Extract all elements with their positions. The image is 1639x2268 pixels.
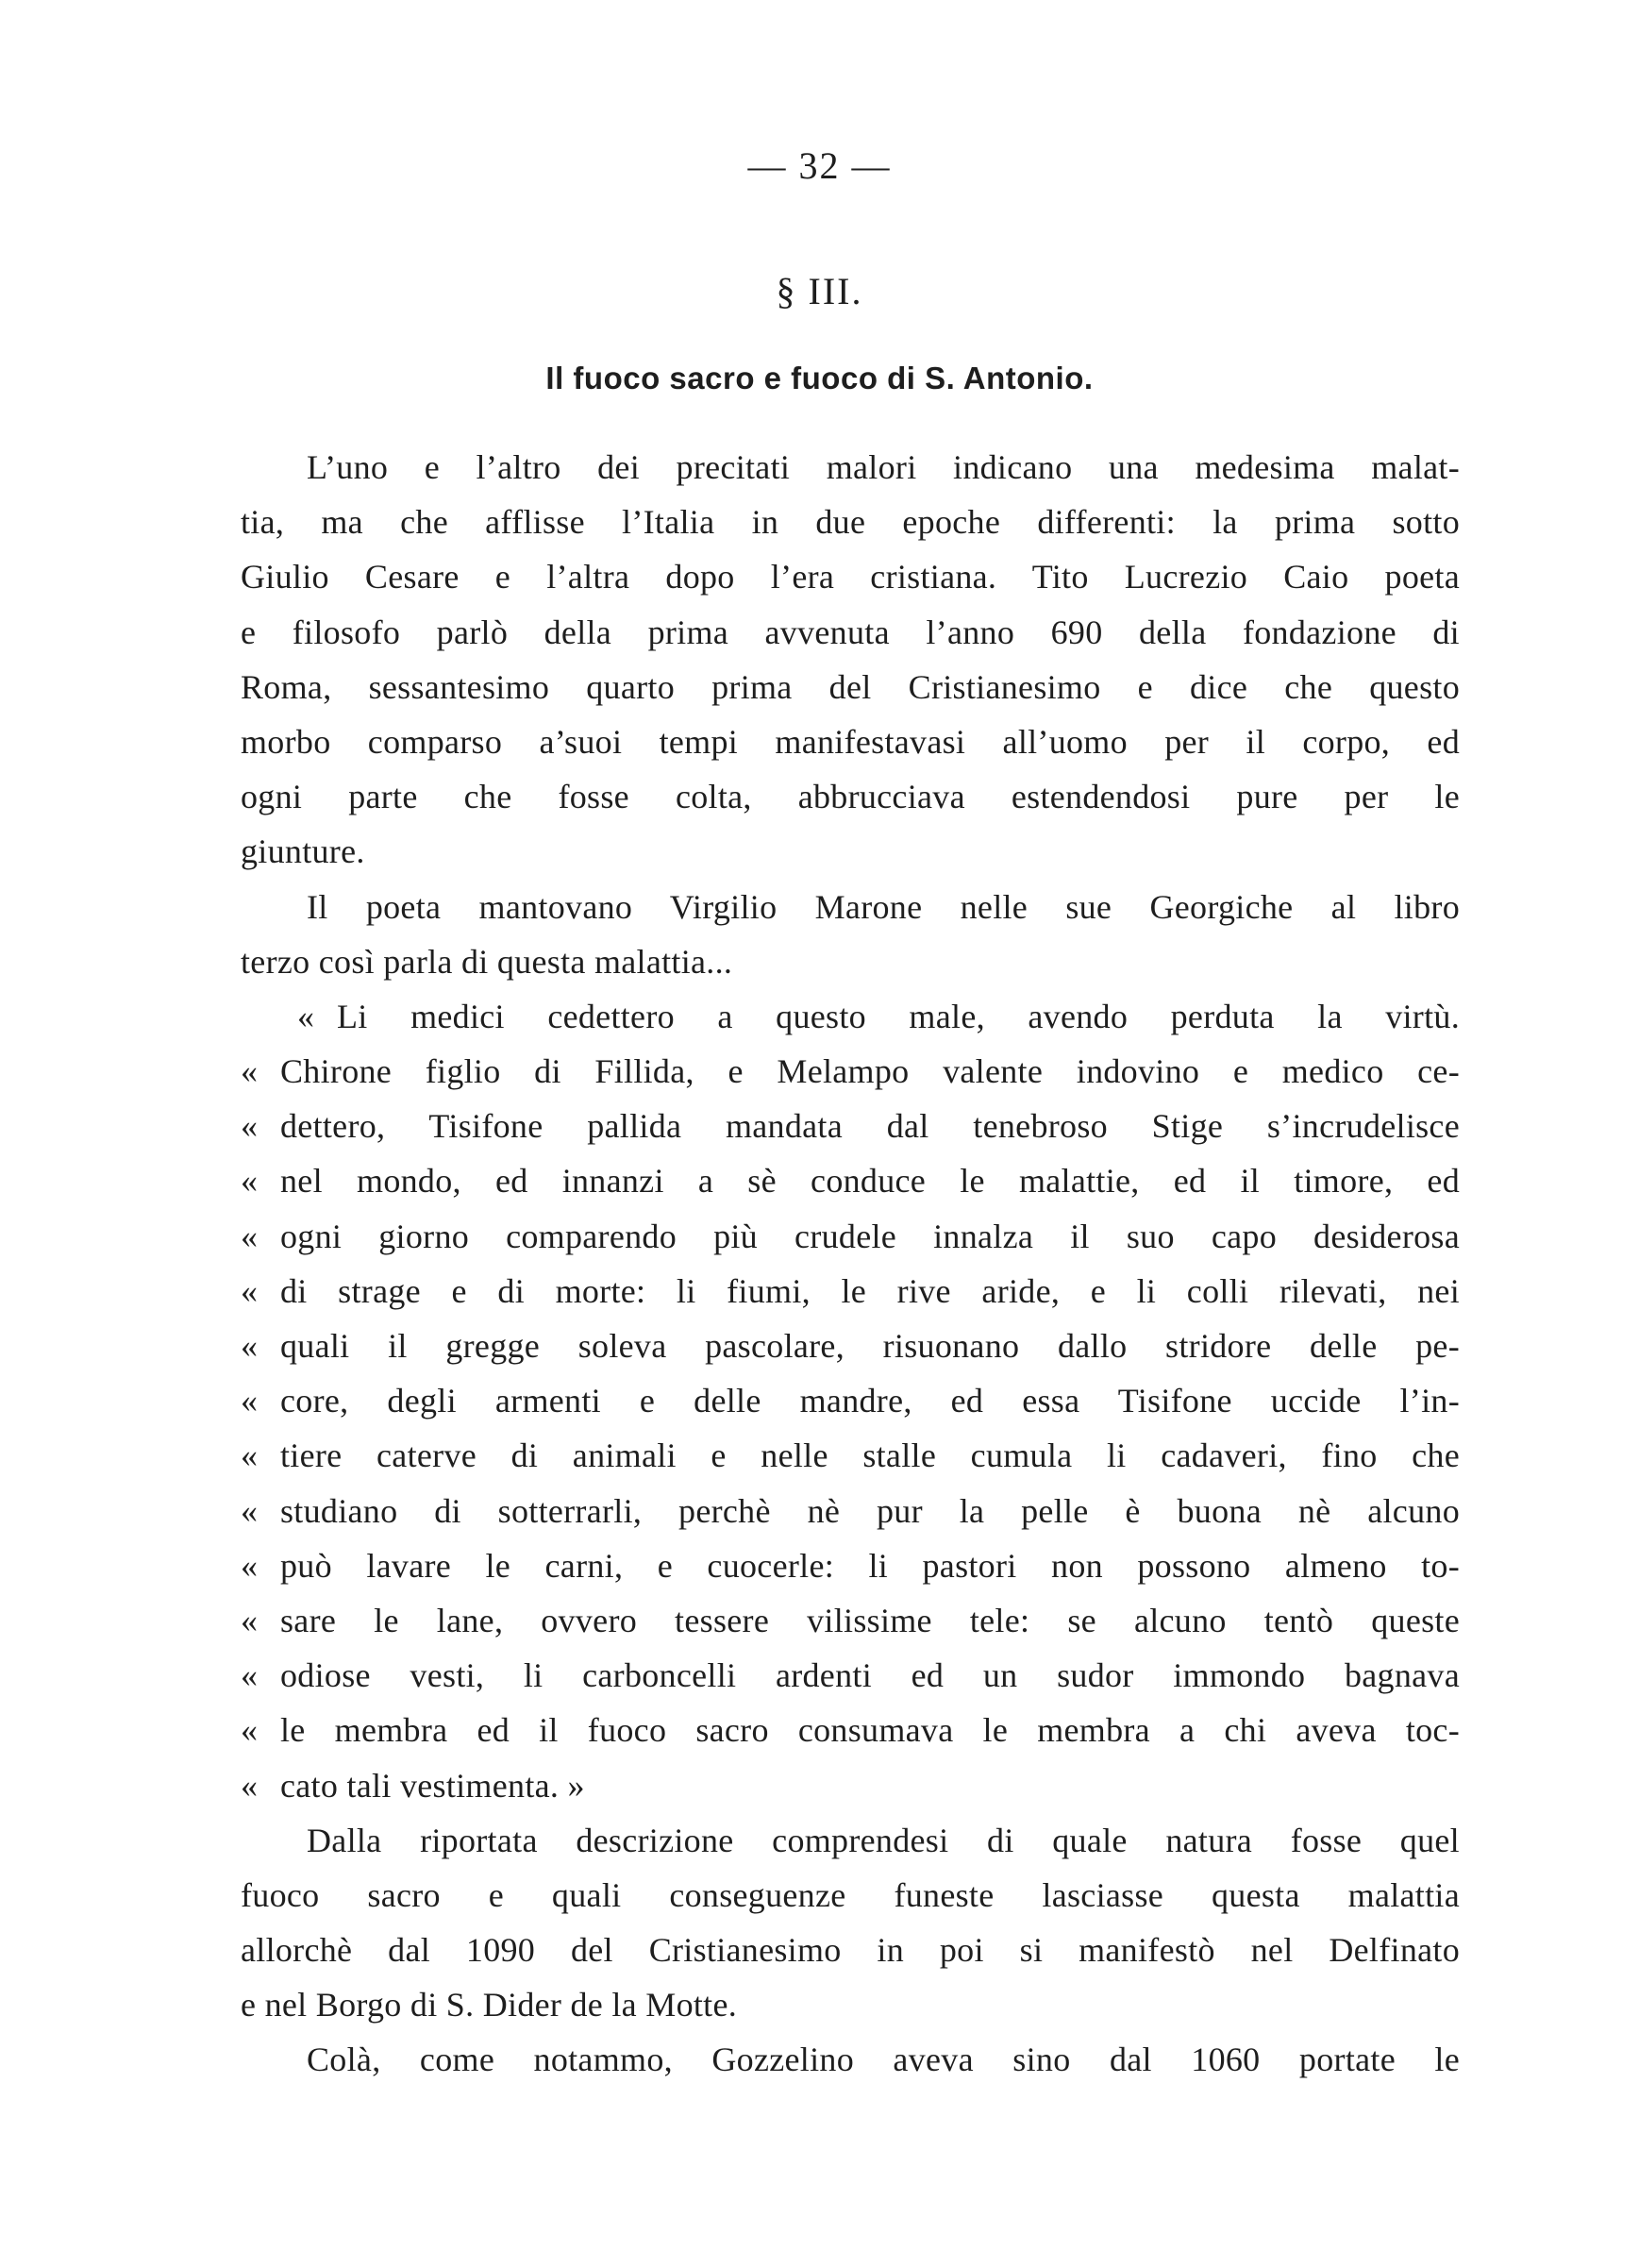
text-line	[241, 1977, 1460, 2032]
line-text: ogni parte che fosse colta, abbrucciava estendendosi pure per le	[241, 778, 1460, 816]
line-text: Colà, come notammo, Gozzelino aveva sino dal 1060 portate le	[307, 2041, 1460, 2079]
line-text: Giulio Cesare e l’altra dopo l’era cristiana. Tito Lucrezio Caio poeta	[241, 558, 1460, 596]
line-text: Li medici cedettero a questo male, avendo perduta la virtù.	[337, 997, 1460, 1035]
text-line	[241, 769, 1460, 824]
line-text: giunture.	[241, 832, 365, 871]
text-line	[241, 1703, 1460, 1757]
text-line	[241, 1593, 1460, 1648]
text-line	[241, 1153, 1460, 1208]
text-line	[241, 660, 1460, 714]
line-text: cato tali vestimenta. »	[280, 1766, 585, 1805]
line-text: e filosofo parlò della prima avvenuta l’anno 690 della fondazione di	[241, 613, 1460, 651]
text-line	[241, 605, 1460, 660]
text-line	[241, 714, 1460, 769]
line-text: e nel Borgo di S. Dider de la Motte.	[241, 1986, 738, 2024]
line-text: può lavare le carni, e cuocerle: li pastori non possono almeno to-	[280, 1546, 1460, 1585]
text-line	[241, 495, 1460, 549]
text-line	[241, 1923, 1460, 1977]
text-line	[241, 440, 1460, 495]
text-line	[241, 1758, 1460, 1813]
quote-mark: «	[241, 1436, 259, 1475]
line-text: dettero, Tisifone pallida mandata dal tenebroso Stige s’incrudelisce	[280, 1107, 1460, 1146]
line-text: sare le lane, ovvero tessere vilissime tele: se alcuno tentò queste	[280, 1601, 1460, 1639]
quote-mark: «	[241, 1107, 259, 1146]
text-line	[241, 880, 1460, 934]
line-text: nel mondo, ed innanzi a sè conduce le malattie, ed il timore, ed	[280, 1162, 1460, 1201]
line-text: terzo così parla di questa malattia...	[241, 942, 733, 981]
quote-mark: «	[241, 1601, 259, 1639]
text-line	[241, 989, 1460, 1044]
text-line	[241, 1373, 1460, 1428]
quote-mark: «	[241, 1491, 259, 1530]
line-text: Il poeta mantovano Virgilio Marone nelle sue Georgiche al libro	[307, 887, 1460, 926]
text-line	[241, 1868, 1460, 1923]
text-line	[241, 934, 1460, 989]
text-line	[241, 1319, 1460, 1373]
text-line	[241, 1209, 1460, 1264]
line-text: studiano di sotterrarli, perchè nè pur la pelle è buona nè alcuno	[280, 1491, 1460, 1530]
quote-mark: «	[241, 1162, 259, 1201]
line-text: tiere caterve di animali e nelle stalle cumula li cadaveri, fino che	[280, 1436, 1460, 1475]
quote-mark: «	[241, 1052, 259, 1091]
text-line	[241, 1264, 1460, 1319]
line-text: fuoco sacro e quali conseguenze funeste lasciasse questa malattia	[241, 1875, 1460, 1914]
text-line	[241, 1813, 1460, 1868]
text-line	[241, 1484, 1460, 1538]
text-line	[241, 1044, 1460, 1099]
quote-mark: «	[241, 1766, 259, 1805]
line-text: le membra ed il fuoco sacro consumava le membra a chi aveva toc-	[280, 1711, 1460, 1750]
quote-mark: «	[241, 1217, 259, 1255]
line-text: allorchè dal 1090 del Cristianesimo in poi si manifestò nel Delfinato	[241, 1931, 1460, 1970]
line-text: quali il gregge soleva pascolare, risuonano dallo stridore delle pe-	[280, 1327, 1460, 1365]
line-text: ogni giorno comparendo più crudele innalza il suo capo desiderosa	[280, 1217, 1460, 1255]
line-text: core, degli armenti e delle mandre, ed essa Tisifone uccide l’in-	[280, 1382, 1460, 1420]
line-text: odiose vesti, li carboncelli ardenti ed un sudor immondo bagnava	[280, 1656, 1460, 1695]
line-text: di strage e di morte: li fiumi, le rive aride, e li colli rilevati, nei	[280, 1271, 1460, 1310]
quote-mark: «	[241, 1656, 259, 1695]
section-mark: § III.	[776, 270, 863, 312]
line-text: Chirone figlio di Fillida, e Melampo valente indovino e medico ce-	[280, 1052, 1460, 1091]
quote-mark: «	[241, 1271, 259, 1310]
line-text: Roma, sessantesimo quarto prima del Cristianesimo e dice che questo	[241, 667, 1460, 706]
quote-mark: «	[297, 997, 315, 1035]
text-line	[241, 1428, 1460, 1483]
quote-mark: «	[241, 1382, 259, 1420]
line-text: tia, ma che afflisse l’Italia in due epoche differenti: la prima sotto	[241, 503, 1460, 542]
page-number: — 32 —	[747, 144, 892, 187]
quote-mark: «	[241, 1327, 259, 1365]
line-text: morbo comparso a’suoi tempi manifestavasi all’uomo per il corpo, ed	[241, 722, 1460, 761]
text-line	[241, 824, 1460, 879]
text-line	[241, 1648, 1460, 1703]
line-text: L’uno e l’altro dei precitati malori indicano una medesima malat-	[307, 448, 1460, 486]
text-line	[241, 549, 1460, 604]
quote-mark: «	[241, 1711, 259, 1750]
text-line	[241, 1099, 1460, 1153]
text-line	[241, 2032, 1460, 2087]
section-title: Il fuoco sacro e fuoco di S. Antonio.	[545, 361, 1094, 395]
quote-mark: «	[241, 1546, 259, 1585]
text-line	[241, 1538, 1460, 1593]
line-text: Dalla riportata descrizione comprendesi di quale natura fosse quel	[307, 1821, 1460, 1859]
body-text	[241, 440, 1460, 2088]
